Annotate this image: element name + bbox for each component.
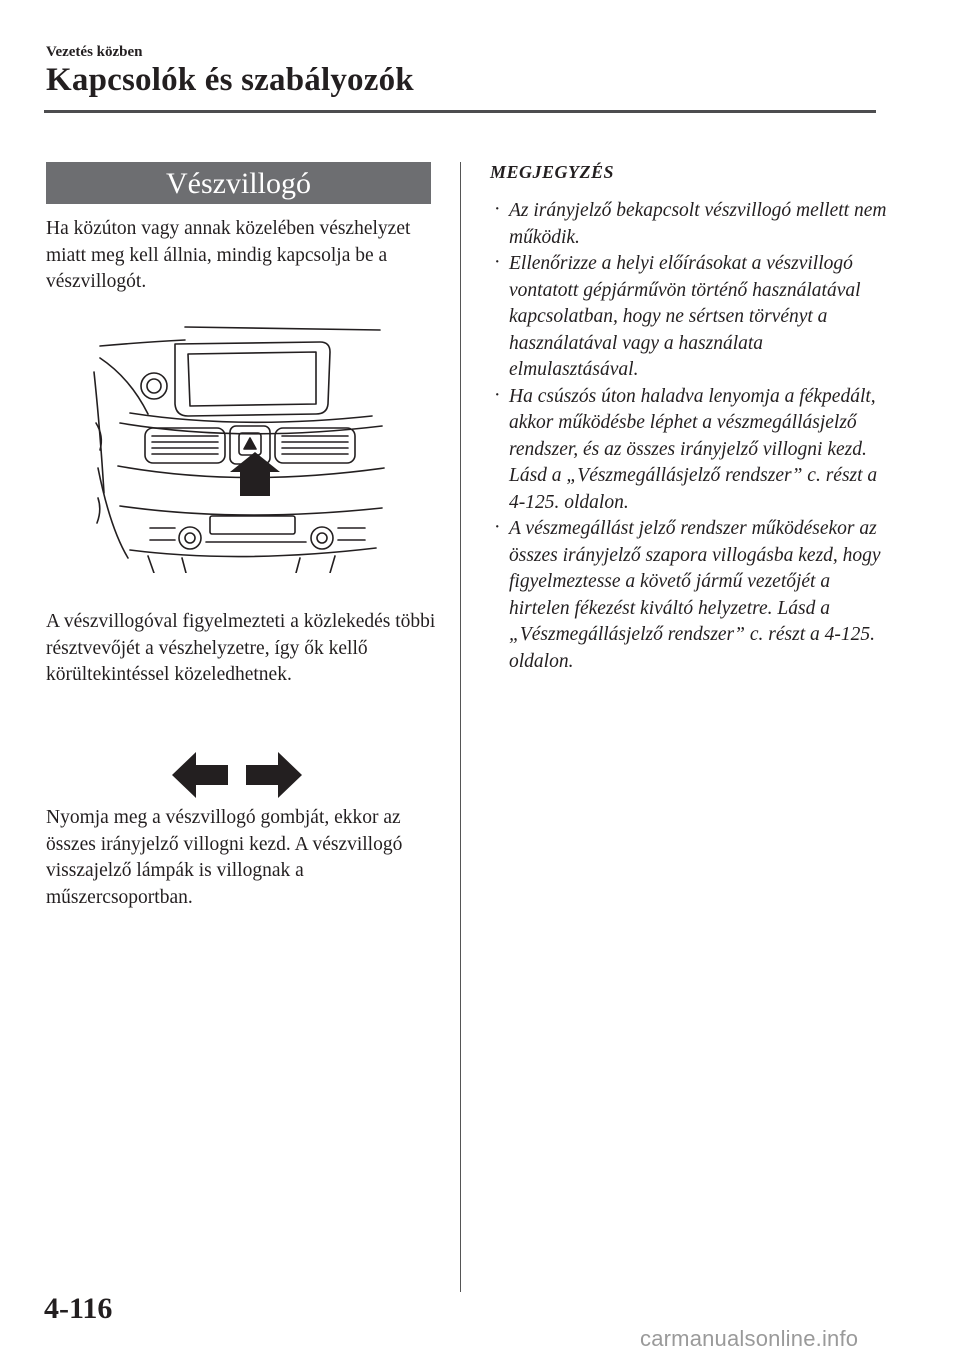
press-paragraph: Nyomja meg a vészvillogó gombját, ekkor az összes irányjelző villogni kezd. A vészvillogó visszajelző lámpák is villognak a műszercsoportban. (46, 807, 403, 908)
header-rule (44, 110, 876, 113)
note-item: · A vészmegállást jelző rendszer működésekor az összes irányjelző szapora villogásba kezd, hogy figyelmeztesse a követő jármű vezetőjét a hirtelen fékezést kiváltó helyzetre. Lásd a „Vészmegállásjelző rendszer” c. részt a 4-125. oldalon. (492, 516, 892, 675)
section-title: Kapcsolók és szabályozók (46, 62, 414, 98)
chapter-label: Vezetés közben (46, 44, 143, 60)
turn-signal-arrows-icon (172, 750, 302, 800)
watermark: carmanualsonline.info (640, 1326, 859, 1351)
note-item: · Az irányjelző bekapcsolt vészvillogó mellett nem működik. (492, 198, 892, 251)
intro-paragraph: Ha közúton vagy annak közelében vészhelyzet miatt meg kell állnia, mindig kapcsolja be a vészvillogót. (46, 218, 411, 292)
page-number: 4-116 (44, 1292, 113, 1325)
hazard-switch-dashboard-illustration (90, 318, 390, 573)
warning-paragraph: A vészvillogóval figyelmezteti a közlekedés többi résztvevőjét a vészhelyzetre, így ők kellő körültekintéssel közeledhetnek. (46, 611, 436, 685)
page-title: Vészvillogó (46, 162, 431, 204)
note-list (492, 198, 892, 675)
note-item: · Ha csúszós úton haladva lenyomja a fékpedált, akkor működésbe léphet a vészmegállásjelző rendszer, és az összes irányjelző villogni kezd. Lásd a „Vészmegállásjelző rendszer” c. részt a 4-125. oldalon. (492, 384, 892, 517)
note-item: · Ellenőrizze a helyi előírásokat a vészvillogó vontatott gépjárművön történő használatával kapcsolatban, hogy ne sértsen törvényt a használatával vagy a használata elmulasztásával. (492, 251, 892, 384)
column-divider (460, 162, 461, 1292)
note-heading: MEGJEGYZÉS (490, 162, 615, 182)
